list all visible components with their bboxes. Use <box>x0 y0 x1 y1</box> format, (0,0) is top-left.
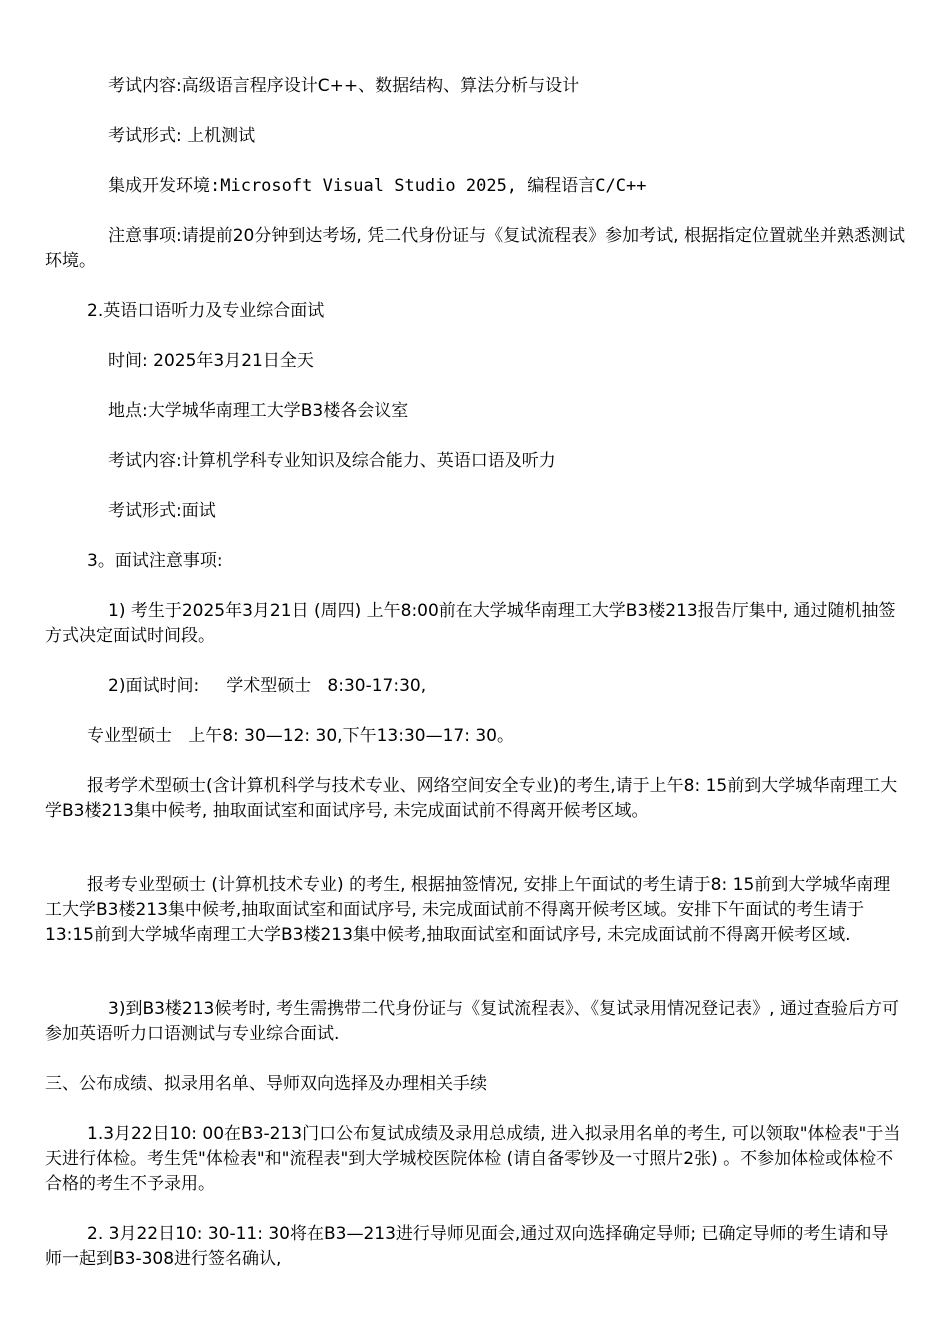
academic-candidates-note: 报考学术型硕士(含计算机科学与技术专业、网络空间安全专业)的考生,请于上午8: 15前到大学城华南理工大学B3楼213集中候考, 抽取面试室和面试序号, 未完成面试前不得离开候考区域。 <box>45 776 898 821</box>
section-3-heading: 3。面试注意事项: <box>87 551 223 571</box>
supervisor-meeting: 2. 3月22日10: 30-11: 30将在B3—213进行导师见面会,通过双向选择确定导师; 已确定导师的考生请和导师一起到B3-308进行签名确认, <box>45 1224 889 1269</box>
results-announcement: 1.3月22日10: 00在B3-213门口公布复试成绩及录用总成绩, 进入拟录用名单的考生, 可以领取"体检表"于当天进行体检。考生凭"体检表"和"流程表"到大学城校医院体检 (请自备零钞及一寸照片2张) 。不参加体检或体检不合格的考生不予录用。 <box>45 1124 901 1194</box>
note-1: 1) 考生于2025年3月21日 (周四) 上午8:00前在大学城华南理工大学B3楼213报告厅集中, 通过随机抽签方式决定面试时间段。 <box>45 601 896 646</box>
exam-notes: 注意事项:请提前20分钟到达考场, 凭二代身份证与《复试流程表》参加考试, 根据指定位置就坐并熟悉测试环境。 <box>45 226 905 271</box>
interview-time: 时间: 2025年3月21日全天 <box>108 351 314 371</box>
interview-format: 考试形式:面试 <box>108 501 216 521</box>
professional-candidates-note: 报考专业型硕士 (计算机技术专业) 的考生, 根据抽签情况, 安排上午面试的考生请于8: 15前到大学城华南理工大学B3楼213集中候考,抽取面试室和面试序号, 未完成面试前不得离开候考区域。安排下午面试的考生请于13:15前到大学城华南理工大学B3楼213集中候考,抽取面试室和面试序号, 未完成面试前不得离开候考区域. <box>45 875 891 945</box>
note-3: 3)到B3楼213候考时, 考生需携带二代身份证与《复试流程表》、《复试录用情况登记表》, 通过查验后方可参加英语听力口语测试与专业综合面试. <box>45 999 899 1044</box>
note-2-time-professional: 专业型硕士 上午8: 30—12: 30,下午13:30—17: 30。 <box>87 726 514 746</box>
section-2-heading: 2.英语口语听力及专业综合面试 <box>87 301 325 321</box>
note-2-time-academic: 2)面试时间: 学术型硕士 8:30-17:30, <box>108 676 427 696</box>
interview-location: 地点:大学城华南理工大学B3楼各会议室 <box>108 401 409 421</box>
interview-content: 考试内容:计算机学科专业知识及综合能力、英语口语及听力 <box>108 451 556 471</box>
section-three-heading: 三、公布成绩、拟录用名单、导师双向选择及办理相关手续 <box>45 1074 487 1094</box>
exam-content-programming: 考试内容:高级语言程序设计C++、数据结构、算法分析与设计 <box>108 76 580 96</box>
exam-format-computer-test: 考试形式: 上机测试 <box>108 126 256 146</box>
ide-info: 集成开发环境:Microsoft Visual Studio 2025, 编程语言C/C++ <box>108 176 647 196</box>
